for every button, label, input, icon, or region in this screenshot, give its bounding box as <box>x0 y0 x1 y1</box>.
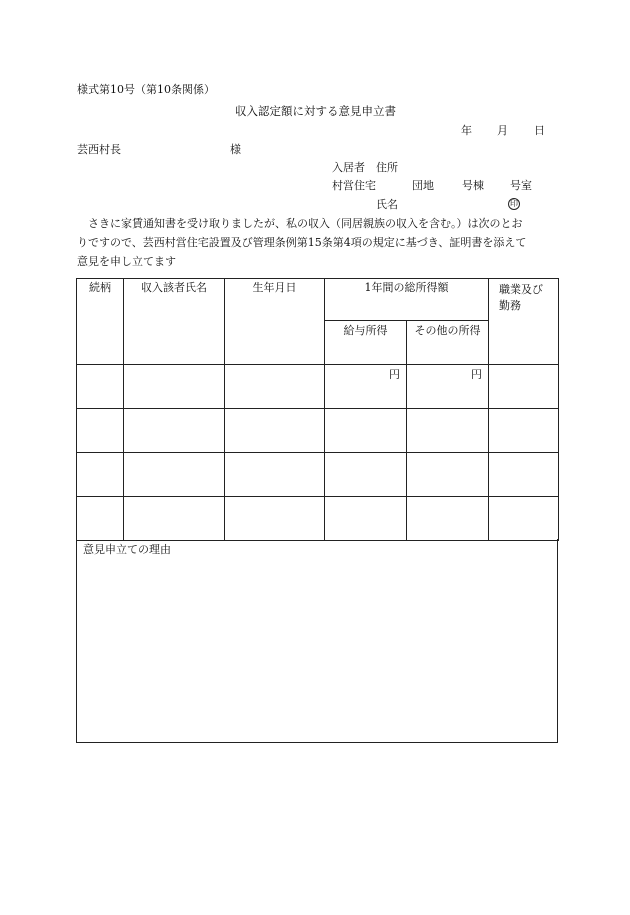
header-earner-name: 収入該者氏名 <box>124 279 225 365</box>
room-label: 号室 <box>510 179 532 192</box>
cell-salary-income[interactable]: 円 <box>325 365 407 409</box>
building-label: 号棟 <box>462 179 484 192</box>
cell-relation[interactable] <box>77 453 124 497</box>
date-year: 年 <box>461 124 472 137</box>
header-annual-income: 1年間の総所得額 <box>325 279 489 321</box>
cell-salary-income[interactable] <box>325 453 407 497</box>
cell-occupation[interactable] <box>489 409 559 453</box>
table-row <box>77 365 559 409</box>
header-occupation <box>489 279 559 365</box>
cell-earner-name[interactable] <box>124 453 225 497</box>
cell-other-income[interactable] <box>407 497 489 541</box>
header-occupation-line1: 職業及び <box>499 283 543 296</box>
cell-occupation[interactable] <box>489 497 559 541</box>
resident-label: 入居者 <box>332 161 365 174</box>
statement-line-2: りですので、芸西村営住宅設置及び管理条例第15条第4項の規定に基づき、証明書を添えて <box>77 236 527 249</box>
name-label: 氏名 <box>376 198 398 211</box>
income-table <box>76 278 559 541</box>
table-row <box>77 497 559 541</box>
document-title: 収入認定額に対する意見申立書 <box>235 104 396 118</box>
table-row <box>77 409 559 453</box>
reason-label: 意見申立ての理由 <box>83 543 171 556</box>
honorific: 様 <box>230 143 241 156</box>
header-birthdate: 生年月日 <box>225 279 325 365</box>
seal-mark: 印 <box>510 199 518 208</box>
statement-line-3: 意見を申し立てます <box>77 255 176 268</box>
cell-occupation[interactable] <box>489 453 559 497</box>
cell-relation[interactable] <box>77 497 124 541</box>
cell-earner-name[interactable] <box>124 365 225 409</box>
cell-birthdate[interactable] <box>225 497 325 541</box>
cell-salary-income[interactable] <box>325 497 407 541</box>
address-label: 住所 <box>376 161 398 174</box>
header-relation: 続柄 <box>77 279 124 365</box>
table-row <box>77 453 559 497</box>
housing-label: 村営住宅 <box>332 179 376 192</box>
cell-birthdate[interactable] <box>225 409 325 453</box>
header-occupation-line2: 勤務 <box>499 299 521 312</box>
reason-box[interactable] <box>76 539 558 743</box>
statement-line-1: さきに家賃通知書を受け取りましたが、私の収入（同居親族の収入を含む。）は次のとお <box>77 217 523 230</box>
cell-earner-name[interactable] <box>124 409 225 453</box>
cell-other-income[interactable] <box>407 409 489 453</box>
cell-other-income[interactable] <box>407 453 489 497</box>
addressee: 芸西村長 <box>77 143 121 156</box>
form-number: 様式第10号（第10条関係） <box>77 83 215 96</box>
header-salary-income: 給与所得 <box>325 321 407 365</box>
date-day: 日 <box>534 124 545 137</box>
cell-other-income[interactable]: 円 <box>407 365 489 409</box>
cell-relation[interactable] <box>77 409 124 453</box>
cell-relation[interactable] <box>77 365 124 409</box>
header-other-income: その他の所得 <box>407 321 489 365</box>
complex-label: 団地 <box>412 179 434 192</box>
cell-salary-income[interactable] <box>325 409 407 453</box>
cell-occupation[interactable] <box>489 365 559 409</box>
cell-birthdate[interactable] <box>225 365 325 409</box>
cell-earner-name[interactable] <box>124 497 225 541</box>
date-month: 月 <box>497 124 508 137</box>
cell-birthdate[interactable] <box>225 453 325 497</box>
